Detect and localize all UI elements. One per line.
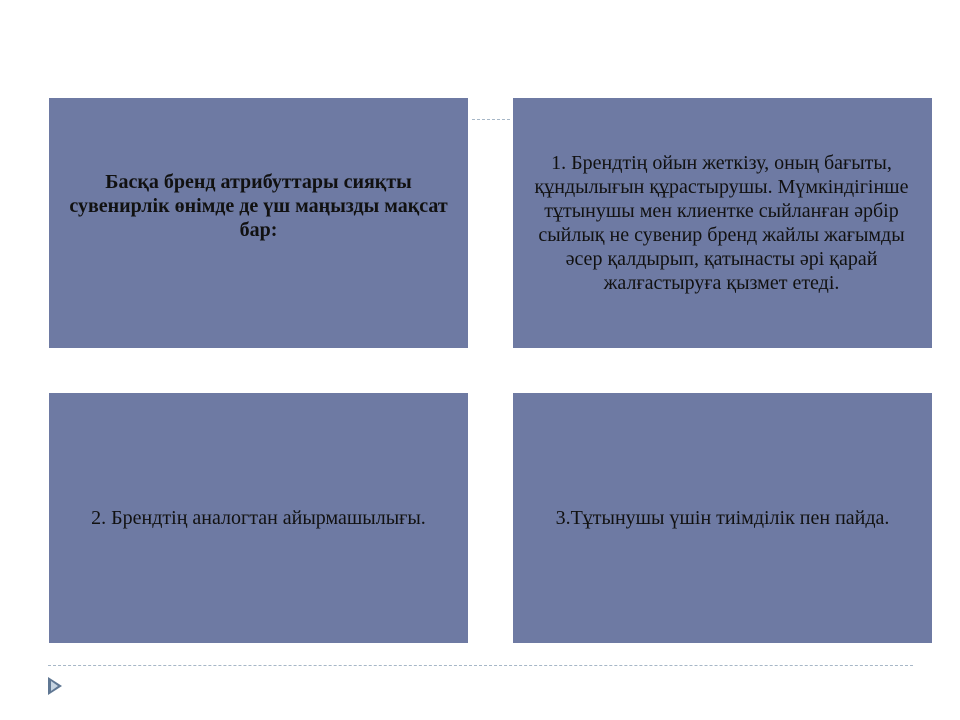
goal-box-1: 1. Брендтің ойын жеткізу, оның бағыты, құндылығын құрастырушы. Мүмкіндігінше тұтынушы мен клиентке сыйланған әрбір сыйлық не сувенир бренд жайлы жағымды әсер қалдырып, қатынасты әрі қарай жалғастыруға қызмет етеді. xyxy=(513,98,932,348)
connector-line xyxy=(472,119,510,120)
footer-divider xyxy=(48,665,913,666)
triangle-arrow-icon xyxy=(46,675,64,697)
goal-box-3: 3.Тұтынушы үшін тиімділік пен пайда. xyxy=(513,393,932,643)
goal-box-2: 2. Брендтің аналогтан айырмашылығы. xyxy=(49,393,468,643)
intro-box: Басқа бренд атрибуттары сияқты сувенирлік өнімде де үш маңызды мақсат бар: xyxy=(49,98,468,348)
